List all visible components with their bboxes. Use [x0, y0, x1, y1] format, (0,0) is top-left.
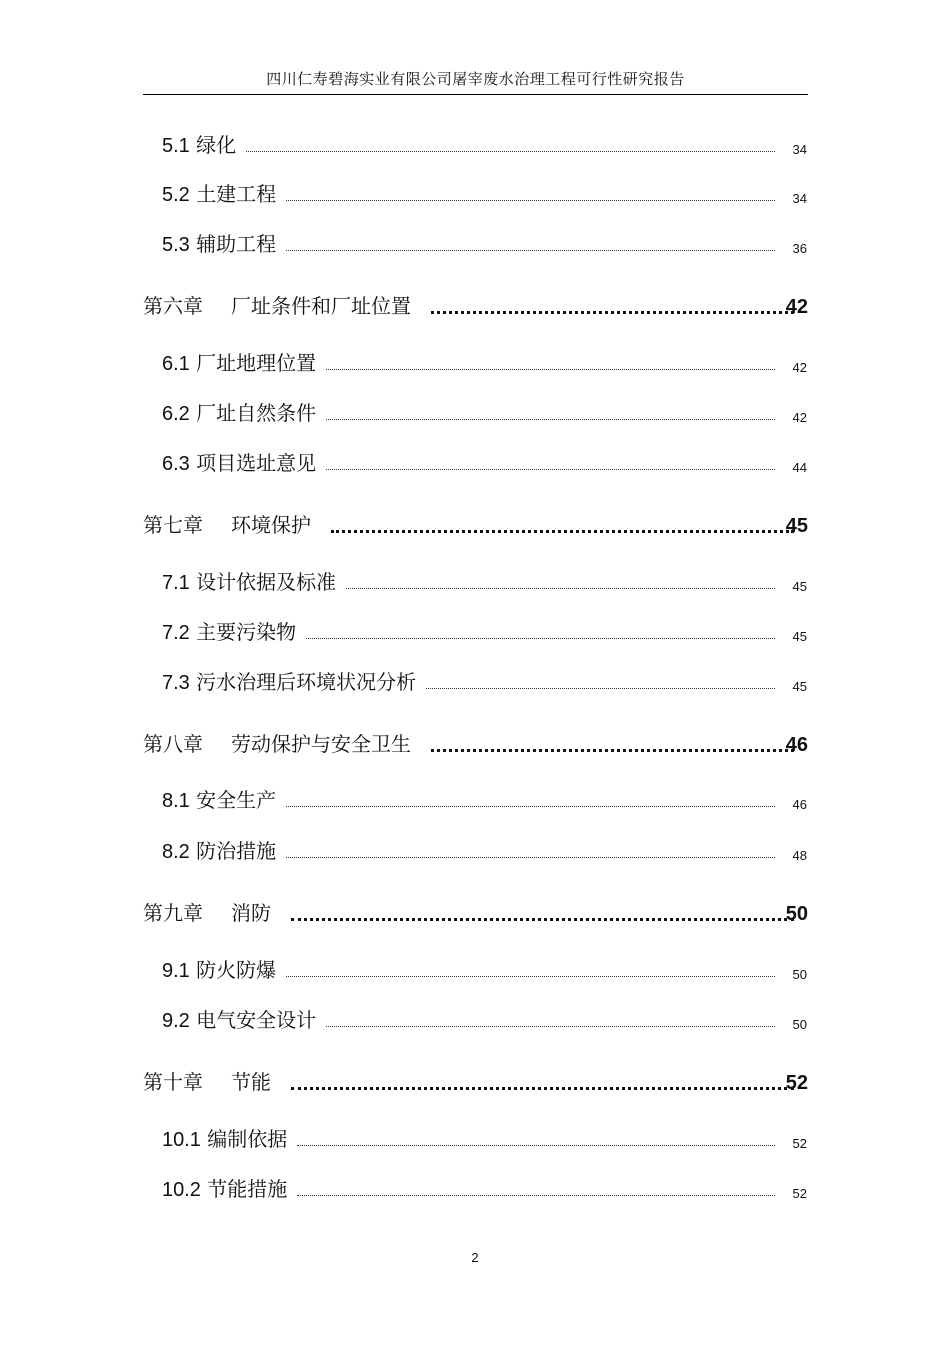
toc-entry-title: 厂址自然条件 [196, 401, 317, 425]
toc-section-entry[interactable] [162, 177, 807, 207]
dot-leader [297, 1195, 775, 1196]
toc-entry-label [162, 620, 296, 645]
toc-entry-title: 辅助工程 [196, 232, 277, 256]
toc-entry-number: 5.3 [162, 234, 190, 256]
toc-entry-page: 34 [792, 142, 807, 157]
toc-entry-number: 6.2 [162, 403, 190, 425]
toc-section-entry[interactable] [162, 783, 807, 813]
toc-entry-label [162, 401, 316, 426]
dot-leader [326, 419, 775, 420]
toc-entry-number: 9.2 [162, 1010, 190, 1032]
dot-leader [286, 857, 775, 858]
toc-entry-title: 绿化 [196, 133, 237, 157]
toc-entry-title: 防治措施 [196, 839, 277, 863]
toc-entry-page: 46 [792, 797, 807, 812]
toc-entry-label [143, 294, 411, 319]
toc-entry-number: 第八章 [143, 734, 203, 756]
toc-entry-label [162, 451, 316, 476]
toc-entry-label [162, 1177, 287, 1202]
dot-leader [326, 1026, 775, 1027]
toc-section-entry[interactable] [162, 834, 807, 864]
dot-leader [291, 1087, 794, 1090]
toc-entry-number: 8.1 [162, 790, 190, 812]
toc-chapter-entry[interactable] [143, 723, 808, 757]
toc-section-entry[interactable] [162, 1172, 807, 1202]
toc-section-entry[interactable] [162, 346, 807, 376]
toc-entry-page: 46 [785, 734, 808, 756]
toc-entry-title: 电气安全设计 [196, 1008, 317, 1032]
toc-entry-title: 主要污染物 [196, 620, 297, 644]
toc-entry-page: 42 [792, 410, 807, 425]
dot-leader [306, 638, 775, 639]
toc-entry-page: 50 [792, 1017, 807, 1032]
dot-leader [297, 1145, 775, 1146]
toc-entry-number: 第十章 [143, 1072, 203, 1094]
toc-section-entry[interactable] [162, 1003, 807, 1033]
toc-entry-title: 消防 [231, 901, 271, 925]
toc-section-entry[interactable] [162, 665, 807, 695]
toc-entry-title: 项目选址意见 [196, 451, 317, 475]
dot-leader [286, 806, 775, 807]
toc-entry-title: 节能措施 [207, 1177, 288, 1201]
toc-entry-label [162, 670, 416, 695]
toc-entry-title: 节能 [231, 1070, 271, 1094]
toc-section-entry[interactable] [162, 565, 807, 595]
toc-entry-number: 5.2 [162, 184, 190, 206]
toc-entry-title: 土建工程 [196, 182, 277, 206]
toc-section-entry[interactable] [162, 446, 807, 476]
toc-entry-page: 44 [792, 460, 807, 475]
toc-entry-number: 9.1 [162, 960, 190, 982]
dot-leader [431, 749, 794, 752]
dot-leader [291, 918, 794, 921]
toc-chapter-entry[interactable] [143, 504, 808, 538]
toc-section-entry[interactable] [162, 128, 807, 158]
toc-entry-label [162, 1008, 316, 1033]
toc-section-entry[interactable] [162, 1122, 807, 1152]
toc-entry-label [162, 570, 336, 595]
toc-section-entry[interactable] [162, 615, 807, 645]
toc-entry-page: 45 [792, 679, 807, 694]
toc-entry-number: 6.3 [162, 453, 190, 475]
toc-section-entry[interactable] [162, 227, 807, 257]
toc-section-entry[interactable] [162, 953, 807, 983]
dot-leader [331, 530, 794, 533]
dot-leader [246, 151, 775, 152]
toc-entry-label [143, 901, 271, 926]
dot-leader [286, 976, 775, 977]
toc-entry-number: 第七章 [143, 515, 203, 537]
toc-entry-title: 设计依据及标准 [196, 570, 337, 594]
toc-entry-number: 10.2 [162, 1179, 201, 1201]
page-number: 2 [471, 1250, 479, 1265]
toc-entry-label [162, 788, 276, 813]
toc-entry-title: 安全生产 [196, 788, 277, 812]
toc-chapter-entry[interactable] [143, 892, 808, 926]
toc-entry-number: 7.2 [162, 622, 190, 644]
toc-entry-title: 防火防爆 [196, 958, 277, 982]
toc-entry-title: 污水治理后环境状况分析 [196, 670, 417, 694]
toc-section-entry[interactable] [162, 396, 807, 426]
toc-entry-title: 劳动保护与安全卫生 [231, 732, 411, 756]
toc-entry-title: 环境保护 [231, 513, 311, 537]
toc-entry-label [162, 1127, 287, 1152]
toc-entry-label [143, 513, 311, 538]
toc-entry-number: 10.1 [162, 1129, 201, 1151]
toc-entry-page: 42 [792, 360, 807, 375]
dot-leader [326, 469, 775, 470]
toc-entry-number: 7.1 [162, 572, 190, 594]
toc-entry-page: 52 [792, 1186, 807, 1201]
toc-entry-number: 8.2 [162, 841, 190, 863]
running-header: 四川仁寿碧海实业有限公司屠宰废水治理工程可行性研究报告 [266, 70, 685, 88]
toc-entry-page: 45 [792, 579, 807, 594]
toc-entry-title: 厂址条件和厂址位置 [231, 294, 411, 318]
toc-entry-label [162, 839, 276, 864]
toc-entry-number: 6.1 [162, 353, 190, 375]
toc-entry-number: 7.3 [162, 672, 190, 694]
toc-entry-page: 42 [785, 296, 808, 318]
toc-entry-label [162, 182, 276, 207]
toc-entry-label [162, 351, 316, 376]
dot-leader [286, 250, 775, 251]
toc-entry-number: 5.1 [162, 135, 190, 157]
toc-entry-page: 50 [792, 967, 807, 982]
toc-entry-label [143, 732, 411, 757]
toc-entry-number: 第六章 [143, 296, 203, 318]
toc-entry-label [143, 1070, 271, 1095]
toc-entry-page: 50 [785, 903, 808, 925]
toc-entry-label [162, 232, 276, 257]
dot-leader [346, 588, 775, 589]
toc-entry-number: 第九章 [143, 903, 203, 925]
toc-entry-title: 编制依据 [207, 1127, 288, 1151]
toc-entry-page: 45 [785, 515, 808, 537]
dot-leader [431, 311, 794, 314]
toc-entry-page: 34 [792, 191, 807, 206]
toc-entry-title: 厂址地理位置 [196, 351, 317, 375]
dot-leader [326, 369, 775, 370]
dot-leader [426, 688, 775, 689]
toc-entry-page: 52 [792, 1136, 807, 1151]
toc-entry-page: 52 [785, 1072, 808, 1094]
toc-entry-page: 48 [792, 848, 807, 863]
toc-entry-label [162, 958, 276, 983]
toc-entry-label [162, 133, 236, 158]
toc-chapter-entry[interactable] [143, 285, 808, 319]
dot-leader [286, 200, 775, 201]
toc-chapter-entry[interactable] [143, 1061, 808, 1095]
toc-entry-page: 45 [792, 629, 807, 644]
toc-entry-page: 36 [792, 241, 807, 256]
